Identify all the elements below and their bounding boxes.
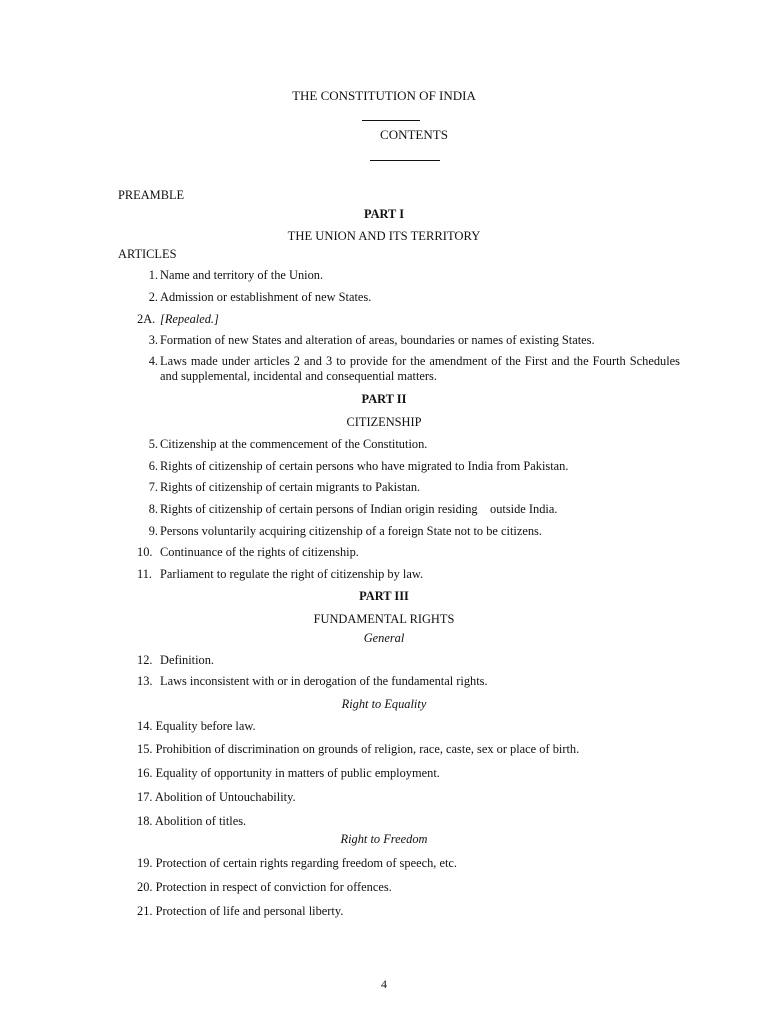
- part-3-label: PART III: [359, 589, 409, 603]
- list-item: [137, 880, 677, 895]
- part-2-label: PART II: [361, 392, 407, 406]
- item-text: Laws made under articles 2 and 3 to provide for the amendment of the First and the Fourth Schedules and supplemental, incidental and consequential matters.: [160, 354, 680, 383]
- item-number: 17.: [137, 790, 153, 804]
- list-item: [137, 856, 677, 871]
- item-text: Admission or establishment of new States.: [160, 290, 372, 304]
- item-number: 13.: [137, 674, 153, 688]
- item-number: 14.: [137, 719, 153, 733]
- list-item: [137, 904, 677, 919]
- item-text: Protection in respect of conviction for offences.: [155, 880, 392, 894]
- subheading-general: General: [363, 631, 405, 645]
- item-number: 5.: [148, 437, 158, 451]
- item-number: 3.: [148, 333, 158, 347]
- title-rule-top: [362, 120, 420, 121]
- item-text: Prohibition of discrimination on grounds of religion, race, caste, sex or place of birth.: [155, 742, 580, 756]
- item-number: 16.: [137, 766, 153, 780]
- list-item: [137, 814, 677, 829]
- subheading-right-to-equality: Right to Equality: [341, 697, 427, 711]
- item-text: Rights of citizenship of certain persons who have migrated to India from Pakistan.: [160, 459, 569, 473]
- part-1-label: PART I: [363, 207, 405, 221]
- item-number: 21.: [137, 904, 153, 918]
- title-rule-bottom: [370, 160, 440, 161]
- articles-label: ARTICLES: [118, 247, 177, 261]
- item-text: Protection of certain rights regarding freedom of speech, etc.: [155, 856, 457, 870]
- list-item: [137, 766, 677, 781]
- item-number: 4.: [148, 354, 158, 368]
- preamble-heading: PREAMBLE: [118, 188, 185, 202]
- subheading-right-to-freedom: Right to Freedom: [340, 832, 428, 846]
- item-text: Rights of citizenship of certain persons of Indian origin residing outside India.: [160, 502, 558, 516]
- contents-heading: CONTENTS: [380, 127, 448, 142]
- item-text: Persons voluntarily acquiring citizenship of a foreign State not to be citizens.: [160, 524, 542, 538]
- item-text: Rights of citizenship of certain migrants to Pakistan.: [160, 480, 421, 494]
- item-number: 20.: [137, 880, 153, 894]
- list-item: [137, 719, 677, 734]
- item-text: Equality before law.: [155, 719, 256, 733]
- item-text: Parliament to regulate the right of citizenship by law.: [160, 567, 424, 581]
- item-text: [Repealed.]: [160, 312, 219, 326]
- item-text: Formation of new States and alteration of areas, boundaries or names of existing States.: [160, 333, 595, 347]
- item-text: Definition.: [160, 653, 215, 667]
- item-number: 19.: [137, 856, 153, 870]
- part-2-title: CITIZENSHIP: [346, 415, 422, 429]
- item-text: Abolition of Untouchability.: [154, 790, 296, 804]
- item-text: Citizenship at the commencement of the Constitution.: [160, 437, 428, 451]
- item-number: 15.: [137, 742, 153, 756]
- page-number: 4: [381, 977, 387, 991]
- item-number: 18.: [137, 814, 153, 828]
- item-number: 8.: [148, 502, 158, 516]
- document-title: THE CONSTITUTION OF INDIA: [292, 88, 476, 103]
- item-number: 10.: [137, 545, 153, 559]
- item-number: 7.: [148, 480, 158, 494]
- item-text: Equality of opportunity in matters of public employment.: [155, 766, 440, 780]
- item-number: 2A.: [137, 312, 156, 326]
- list-item: [137, 790, 677, 805]
- item-text: Abolition of titles.: [154, 814, 247, 828]
- item-text: Name and territory of the Union.: [160, 268, 324, 282]
- list-item: [137, 742, 677, 757]
- item-number: 6.: [148, 459, 158, 473]
- part-1-title: THE UNION AND ITS TERRITORY: [287, 229, 481, 243]
- item-text: Continuance of the rights of citizenship.: [160, 545, 359, 559]
- item-text: Laws inconsistent with or in derogation of the fundamental rights.: [160, 674, 488, 688]
- item-number: 2.: [148, 290, 158, 304]
- item-number: 1.: [148, 268, 158, 282]
- item-number: 12.: [137, 653, 153, 667]
- part-3-title: FUNDAMENTAL RIGHTS: [313, 612, 455, 626]
- item-number: 11.: [137, 567, 153, 581]
- item-text: Protection of life and personal liberty.: [155, 904, 344, 918]
- item-number: 9.: [148, 524, 158, 538]
